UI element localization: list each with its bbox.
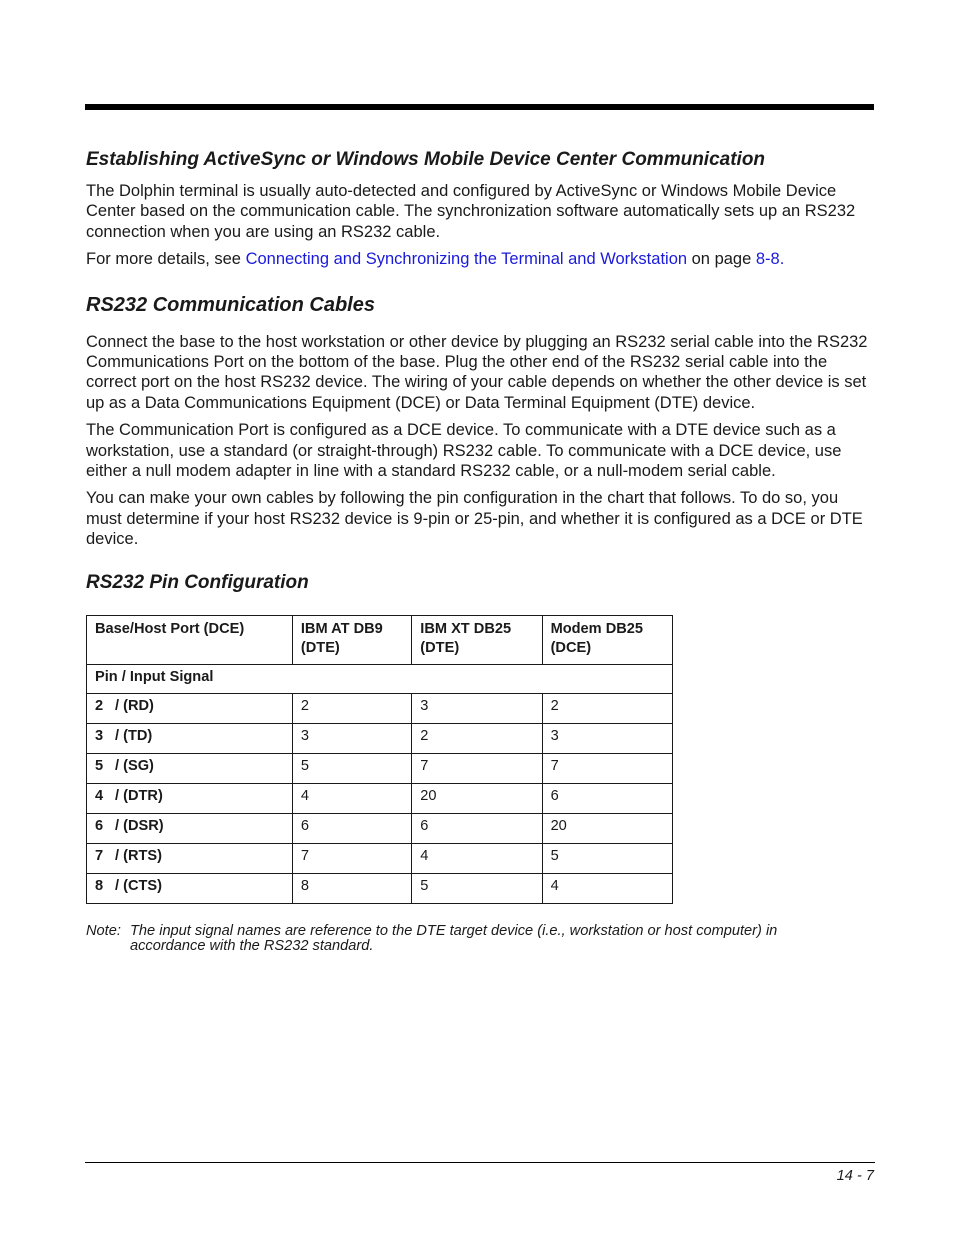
pin-signal-cell: [87, 723, 293, 753]
table-row: [87, 693, 673, 723]
top-rule: [85, 104, 874, 110]
paragraph-dce-device: The Communication Port is configured as a DCE device. To communicate with a DTE device such as a workstation, use a standard (or straight-through) RS232 cable. To communicate with a DCE device, use either a null modem adapter in line with a standard RS232 cable, or a null-modem serial cable.: [86, 421, 842, 481]
note-text: The input signal names are reference to the DTE target device (i.e., workstation or host computer) in accordance with the RS232 standard.: [130, 922, 778, 955]
link-connecting-synchronizing[interactable]: Connecting and Synchronizing the Terminal and Workstation: [245, 250, 688, 269]
header-line: (DTE): [420, 639, 460, 656]
pin-signal: / (CTS): [115, 877, 163, 894]
heading-rs232-pin-configuration: RS232 Pin Configuration: [86, 571, 309, 593]
header-ibm-at-db9: [292, 615, 411, 664]
table-row: [87, 753, 673, 783]
pin-signal: / (SG): [115, 757, 154, 774]
pin-signal-cell: [87, 813, 293, 843]
pin-signal-cell: [87, 753, 293, 783]
pin-number: 3: [95, 727, 104, 744]
footer-rule: [85, 1162, 875, 1163]
header-line: IBM XT DB25: [420, 620, 512, 637]
header-line: Modem DB25: [550, 620, 644, 637]
modem-db25-cell: 6: [542, 783, 672, 813]
subheader-pin-input-signal: Pin / Input Signal: [87, 664, 673, 693]
more-details-mid: on page: [687, 250, 756, 269]
table-row: [87, 873, 673, 903]
pin-signal: / (DSR): [115, 817, 164, 834]
page-number: 14 - 7: [836, 1168, 874, 1184]
pin-signal: / (RTS): [115, 847, 163, 864]
header-line: IBM AT DB9: [300, 620, 383, 637]
pin-signal-cell: [87, 843, 293, 873]
modem-db25-cell: 5: [542, 843, 672, 873]
pin-signal-cell: [87, 693, 293, 723]
table-row: [87, 783, 673, 813]
link-page-8-8[interactable]: 8-8: [755, 250, 780, 269]
xt-db25-cell: 20: [412, 783, 542, 813]
at-db9-cell: 4: [292, 783, 411, 813]
at-db9-cell: 3: [292, 723, 411, 753]
table-header-row: [87, 615, 673, 664]
header-line: Base/Host Port (DCE): [95, 620, 245, 637]
modem-db25-cell: 4: [542, 873, 672, 903]
pin-signal: / (RD): [115, 697, 154, 714]
pin-number: 6: [95, 817, 104, 834]
header-ibm-xt-db25: [412, 615, 542, 664]
header-line: (DTE): [300, 639, 340, 656]
pin-number: 4: [95, 787, 104, 804]
xt-db25-cell: 4: [412, 843, 542, 873]
page-content: [86, 148, 874, 955]
pin-signal: / (DTR): [115, 787, 163, 804]
pin-signal-cell: [87, 783, 293, 813]
at-db9-cell: 8: [292, 873, 411, 903]
more-details-suffix: .: [779, 250, 785, 269]
paragraph-connect-base: Connect the base to the host workstation or other device by plugging an RS232 serial cable into the RS232 Communications Port on the bottom of the base. Plug the other end of the RS232 serial cable into the correct port on the host RS232 device. The wiring of your cable depends on whether the other device is set up as a Data Communications Equipment (DCE) or Data Terminal Equipment (DTE) device.: [86, 332, 868, 412]
xt-db25-cell: 6: [412, 813, 542, 843]
heading-rs232-communication-cables: RS232 Communication Cables: [86, 293, 375, 316]
modem-db25-cell: 2: [542, 693, 672, 723]
at-db9-cell: 5: [292, 753, 411, 783]
note-label: Note:: [86, 922, 121, 939]
xt-db25-cell: 5: [412, 873, 542, 903]
modem-db25-cell: 3: [542, 723, 672, 753]
paragraph-make-cables: You can make your own cables by following the pin configuration in the chart that follows. To do so, you must determine if your host RS232 device is 9-pin or 25-pin, and whether it is configured as a DCE or DTE device.: [86, 489, 863, 549]
xt-db25-cell: 2: [412, 723, 542, 753]
header-modem-db25: [542, 615, 672, 664]
table-row: [87, 843, 673, 873]
more-details-prefix: For more details, see: [86, 250, 246, 269]
pin-number: 8: [95, 877, 104, 894]
table-row: [87, 813, 673, 843]
at-db9-cell: 7: [292, 843, 411, 873]
pin-number: 2: [95, 697, 104, 714]
header-line: (DCE): [550, 639, 592, 656]
modem-db25-cell: 7: [542, 753, 672, 783]
xt-db25-cell: 7: [412, 753, 542, 783]
table-row: [87, 723, 673, 753]
heading-establishing-activesync: Establishing ActiveSync or Windows Mobile Device Center Communication: [86, 149, 766, 170]
pin-number: 5: [95, 757, 104, 774]
pin-configuration-table: [86, 615, 673, 904]
table-subheader-row: [87, 664, 673, 693]
pin-signal-cell: [87, 873, 293, 903]
pin-number: 7: [95, 847, 104, 864]
table-note: [86, 924, 874, 955]
modem-db25-cell: 20: [542, 813, 672, 843]
header-base-host-port: [87, 615, 293, 664]
paragraph-more-details: [86, 249, 874, 269]
paragraph-activesync-intro: The Dolphin terminal is usually auto-detected and configured by ActiveSync or Windows Mobile Device Center based on the communication cable. The synchronization software automatically sets up an RS232 connection when you are using an RS232 cable.: [86, 182, 856, 241]
xt-db25-cell: 3: [412, 693, 542, 723]
pin-signal: / (TD): [115, 727, 153, 744]
at-db9-cell: 6: [292, 813, 411, 843]
at-db9-cell: 2: [292, 693, 411, 723]
